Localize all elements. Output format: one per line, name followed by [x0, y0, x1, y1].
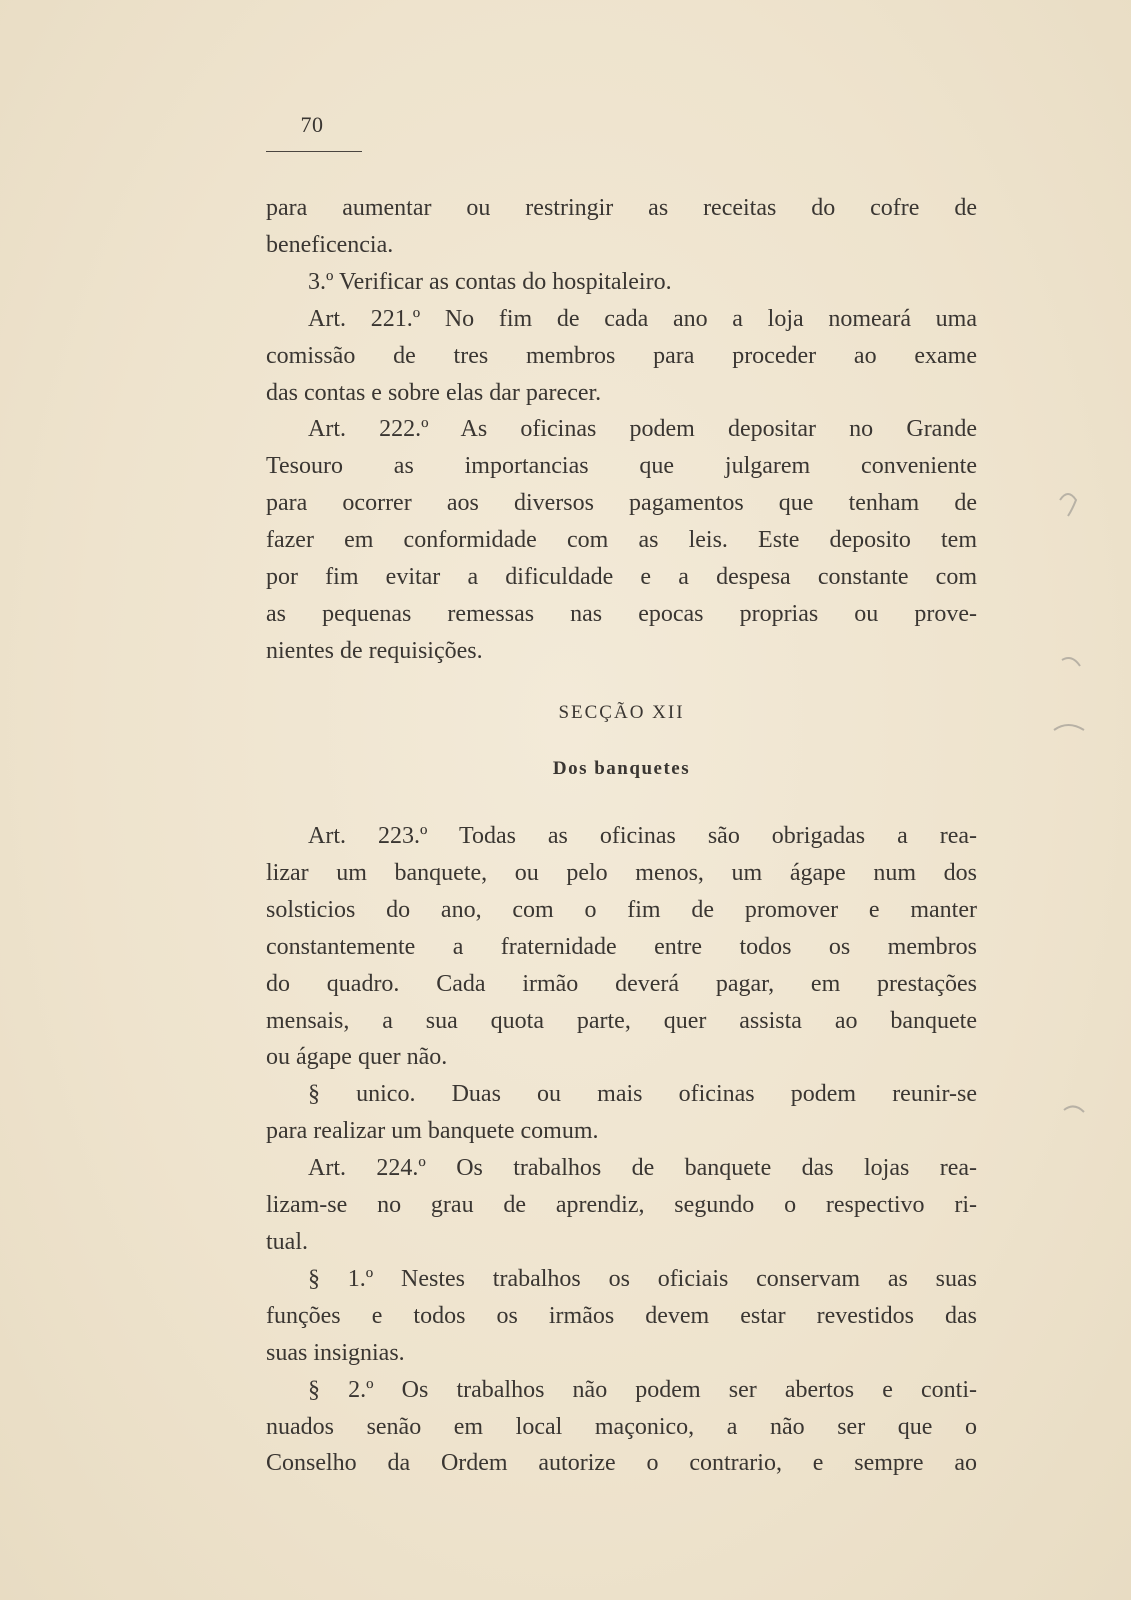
- text-line: suas insignias.: [266, 1339, 405, 1366]
- text-line: funções e todos os irmãos devem estar revestidos das: [266, 1302, 977, 1329]
- text-line: Tesouro as importancias que julgarem conveniente: [266, 453, 977, 480]
- section-heading: SECÇÃO XII: [558, 702, 685, 723]
- bleed-through-marks: [1050, 480, 1110, 1180]
- text-line: as pequenas remessas nas epocas proprias ou prove-: [266, 600, 977, 627]
- text-line: nientes de requisições.: [266, 637, 483, 664]
- text-line: do quadro. Cada irmão deverá pagar, em prestações: [266, 970, 977, 997]
- text-line: Art. 224.º Os trabalhos de banquete das lojas rea-: [308, 1155, 977, 1182]
- text-line: para aumentar ou restringir as receitas do cofre de: [266, 195, 977, 221]
- page-number: 70: [300, 112, 324, 137]
- text-line: por fim evitar a dificuldade e a despesa constante com: [266, 564, 977, 591]
- text-block-top: [266, 190, 977, 670]
- margin-bleed-marks: [1050, 480, 1110, 1180]
- text-line: fazer em conformidade com as leis. Este deposito tem: [266, 527, 977, 554]
- text-line: beneficencia.: [266, 231, 394, 258]
- section-title: Dos banquetes: [552, 758, 691, 779]
- text-line: Art. 222.º As oficinas podem depositar no Grande: [308, 416, 977, 443]
- text-line: § 2.º Os trabalhos não podem ser abertos e conti-: [308, 1376, 977, 1403]
- text-line: lizar um banquete, ou pelo menos, um ágape num dos: [266, 859, 977, 886]
- text-line: mensais, a sua quota parte, quer assista ao banquete: [266, 1007, 977, 1034]
- text-line: § unico. Duas ou mais oficinas podem reunir-se: [308, 1081, 977, 1108]
- text-block-bottom: [266, 818, 977, 1482]
- text-line: tual.: [266, 1228, 308, 1255]
- text-line: Conselho da Ordem autorize o contrario, e sempre ao: [266, 1450, 977, 1477]
- text-line: 3.º Verificar as contas do hospitaleiro.: [308, 268, 672, 295]
- text-line: ou ágape quer não.: [266, 1044, 448, 1071]
- text-line: comissão de tres membros para proceder ao exame: [266, 342, 977, 369]
- text-line: Art. 223.º Todas as oficinas são obrigadas a rea-: [308, 823, 977, 849]
- page-number-rule: [266, 151, 362, 152]
- text-line: Art. 221.º No fim de cada ano a loja nomeará uma: [308, 305, 977, 332]
- text-line: lizam-se no grau de aprendiz, segundo o respectivo ri-: [266, 1192, 977, 1219]
- text-line: para realizar um banquete comum.: [266, 1118, 599, 1145]
- text-line: nuados senão em local maçonico, a não ser que o: [266, 1413, 977, 1440]
- text-line: das contas e sobre elas dar parecer.: [266, 379, 602, 406]
- text-line: § 1.º Nestes trabalhos os oficiais conservam as suas: [308, 1265, 977, 1292]
- text-line: para ocorrer aos diversos pagamentos que tenham de: [266, 490, 977, 517]
- text-line: solsticios do ano, com o fim de promover e manter: [266, 896, 977, 923]
- text-line: constantemente a fraternidade entre todos os membros: [266, 933, 977, 960]
